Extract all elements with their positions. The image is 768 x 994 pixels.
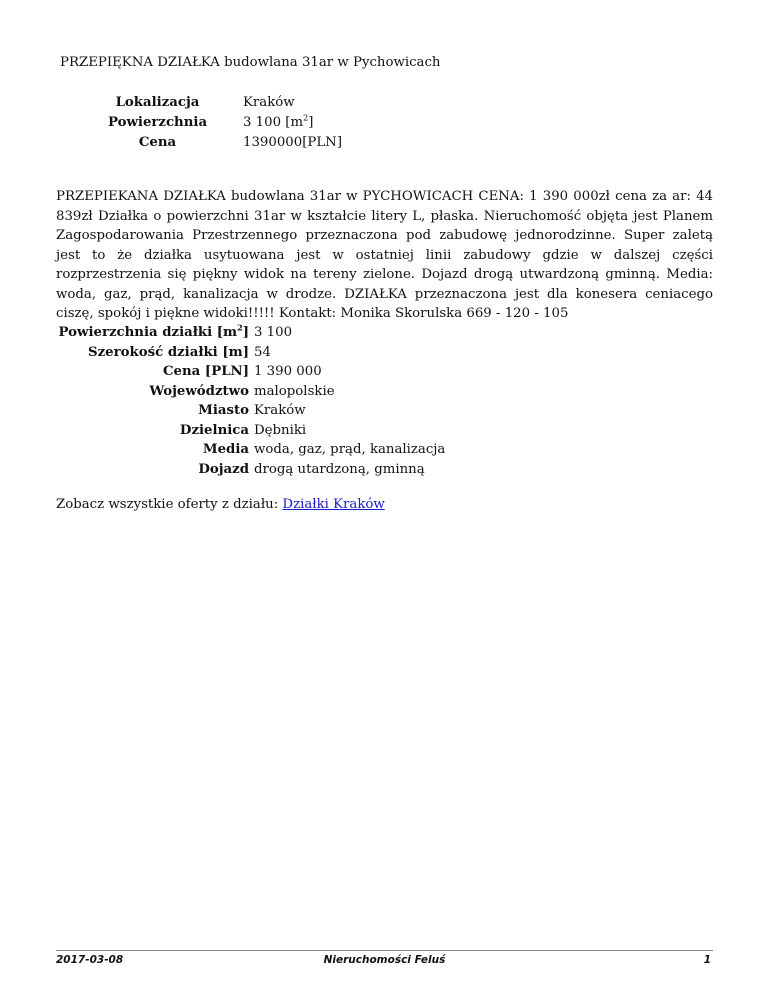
- detail-row: [56, 323, 445, 343]
- footer-company: Nieruchomości Feluś: [323, 954, 446, 966]
- detail-label: Dojazd: [198, 461, 249, 477]
- summary-row-area: [75, 113, 342, 133]
- detail-label: Powierzchnia działki $[m^2]$: [58, 322, 249, 340]
- detail-value: 3 100: [254, 325, 293, 340]
- summary-value: 3 100 $[m^2]$: [243, 113, 314, 130]
- detail-value: malopolskie: [254, 383, 335, 399]
- detail-value: 54: [254, 344, 271, 360]
- detail-value: drogą utardzoną, gminną: [254, 461, 425, 477]
- detail-value: woda, gaz, prąd, kanalizacja: [254, 442, 446, 457]
- description: PRZEPIEKANA DZIAŁKA budowlana 31ar w PYCHOWICACH CENA: 1 390 000zł cena za ar: 44 839zł Działka o powierzchni 31ar w kształcie litery L, płaska. Nieruchomość objęta jest Planem Zagospodarowania Przestrzennego przeznaczona pod zabudowę jednorodzinne. Super zaletą jest to że działka usytuowana jest w ostatniej linii zabudowy gdzie w dalszej części rozprzestrzenia się piękny widok na tereny zielone. Dojazd drogą utwardzoną gminną. Media: woda, gaz, prąd, kanalizacja w drodze. DZIAŁKA przeznaczona jest dla konesera ceniacego ciszę, spokój i piękne widoki!!!!! Kontakt: Monika Skorulska 669 - 120 - 105: [56, 189, 713, 321]
- detail-row: [56, 401, 445, 421]
- detail-row: [56, 440, 445, 460]
- detail-label: Cena [PLN]: [162, 364, 249, 379]
- detail-row: [56, 460, 445, 480]
- details-table: [56, 323, 445, 479]
- summary-label: Powierzchnia: [107, 115, 208, 130]
- detail-value: 1 390 000: [254, 364, 322, 379]
- summary-row-location: [75, 93, 342, 113]
- detail-row: [56, 421, 445, 441]
- summary-value: 1390000[PLN]: [243, 135, 343, 150]
- footer-page-number: 1: [703, 954, 711, 966]
- footer: [56, 950, 713, 966]
- more-offers-text: Zobacz wszystkie oferty z działu:: [56, 497, 283, 512]
- detail-value: Dębniki: [254, 422, 307, 438]
- detail-row: [56, 343, 445, 363]
- detail-label: Województwo: [149, 383, 249, 399]
- more-offers-link[interactable]: Działki Kraków: [282, 497, 385, 512]
- detail-row: [56, 362, 445, 382]
- detail-label: Miasto: [198, 403, 249, 418]
- summary-value: Kraków: [243, 95, 295, 110]
- detail-label: Media: [202, 442, 249, 457]
- detail-label: Dzielnica: [179, 422, 249, 438]
- summary-row-price: [75, 133, 342, 153]
- detail-value: Kraków: [254, 403, 306, 418]
- more-offers: [56, 497, 385, 512]
- summary-label: Cena: [138, 135, 177, 150]
- footer-date: 2017-03-08: [56, 954, 124, 966]
- detail-row: [56, 382, 445, 402]
- detail-label: Szerokość działki [m]: [88, 344, 249, 360]
- page-title: PRZEPIĘKNA DZIAŁKA budowlana 31ar w Pychowicach: [60, 55, 441, 70]
- summary-table: [75, 93, 342, 153]
- summary-label: Lokalizacja: [115, 95, 200, 110]
